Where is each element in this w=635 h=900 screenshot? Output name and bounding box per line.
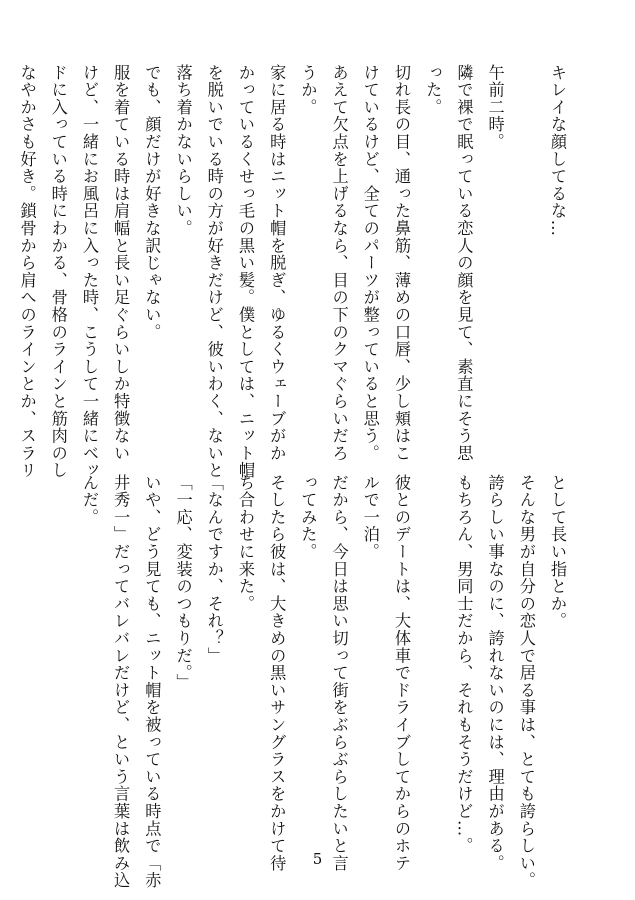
- page-number: 5: [312, 850, 323, 868]
- text-line: 隣で裸で眠っている恋人の顔を見て、素直にそう思: [454, 64, 474, 462]
- text-line: キレイな顔してるな…: [548, 64, 567, 237]
- text-line: なやかさも好き。鎖骨から肩へのラインとか、スラリ: [17, 64, 37, 480]
- text-line: だから、今日は思い切って街をぶらぶらしたいと言: [329, 474, 349, 872]
- text-line: った。: [423, 64, 443, 116]
- text-block-upper: [17, 64, 573, 480]
- text-line: 切れ長の目、通った鼻筋、薄めの口唇、少し頬はこ: [391, 64, 411, 462]
- text-line: ってみた。: [298, 474, 318, 561]
- text-line: 午前二時。: [485, 64, 505, 151]
- text-line: 服を着ている時は肩幅と長い足ぐらいしか特徴ない: [111, 64, 131, 462]
- text-line: そしたら彼は、大きめの黒いサングラスをかけて待: [267, 474, 287, 872]
- text-line: 井秀一」だってバレバレだけど、という言葉は飲み込: [111, 474, 131, 890]
- text-line: でも、顔だけが好きな訳じゃない。: [142, 64, 162, 341]
- text-line: ドに入っている時にわかる、骨格のラインと筋肉のし: [48, 64, 68, 480]
- text-line: かっているくせっ毛の黒い髪。僕としては、ニット帽: [235, 64, 255, 480]
- text-line: もちろん、男同士だから、それもそうだけど…。: [454, 474, 474, 855]
- text-line: 彼とのデートは、大体車でドライブしてからのホテ: [391, 474, 411, 872]
- text-line: けているけど、全てのパーツが整っていると思う。: [360, 64, 380, 462]
- text-line: [417, 474, 448, 834]
- text-line: そんな男が自分の恋人で居る事は、とても誇らしい。: [516, 474, 536, 890]
- text-line: として長い指とか。: [548, 474, 567, 630]
- text-line: いや、どう見ても、ニット帽を被っている時点で「赤: [142, 474, 162, 890]
- text-line: ルで一泊。: [360, 474, 380, 561]
- text-line: 誇らしい事なのに、誇れないのには、理由がある。: [485, 474, 505, 872]
- text-line: 家に居る時はニット帽を脱ぎ、ゆるくウェーブがか: [267, 64, 287, 462]
- text-line: ち合わせに来た。: [235, 474, 255, 613]
- text-block-lower: [79, 474, 573, 890]
- text-line: [511, 64, 542, 424]
- text-line: んだ。: [79, 474, 99, 526]
- text-line: けど、一緒にお風呂に入った時、こうして一緒にベッ: [79, 64, 99, 480]
- text-line: 「なんですか、それ？」: [204, 474, 224, 665]
- text-line: あえて欠点を上げるなら、目の下のクマぐらいだろ: [329, 64, 349, 462]
- text-line: うか。: [298, 64, 318, 116]
- text-line: を脱いでいる時の方が好きだけど、彼いわく、ないと: [204, 64, 224, 480]
- text-line: 落ち着かないらしい。: [173, 64, 193, 237]
- text-line: 「一応、変装のつもりだ。」: [173, 474, 193, 691]
